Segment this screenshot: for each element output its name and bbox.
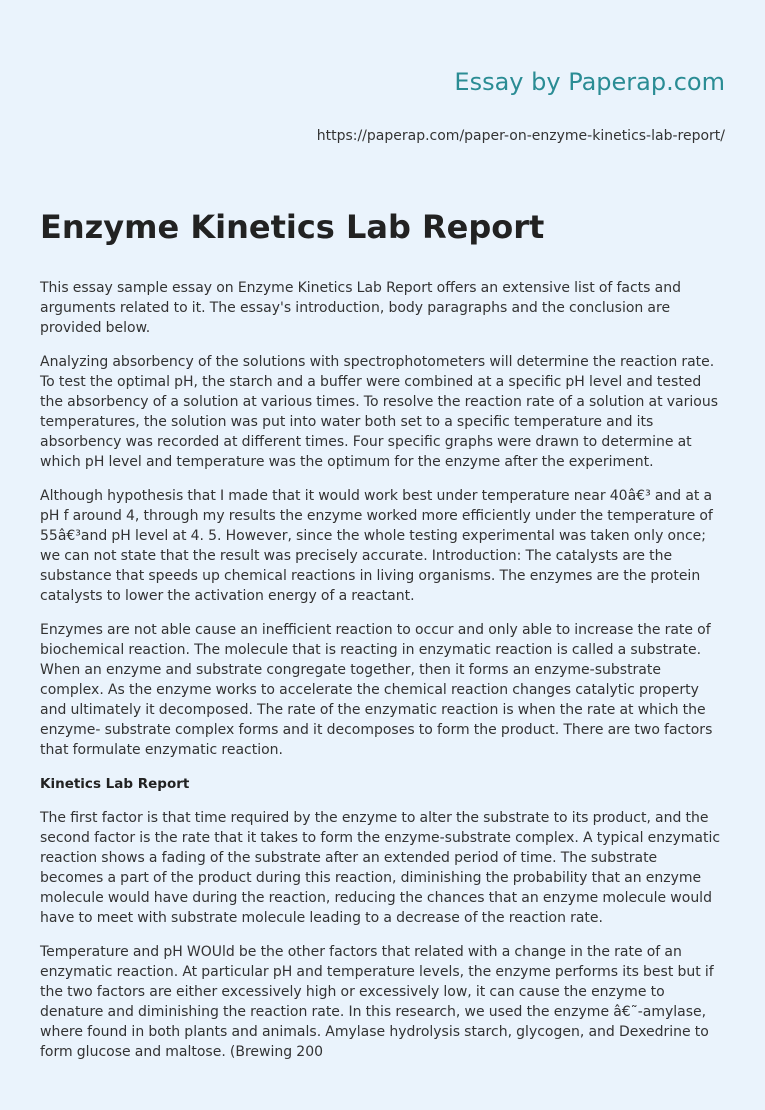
- site-brand[interactable]: Essay by Paperap.com: [454, 68, 725, 96]
- body-paragraph: The first factor is that time required by the enzyme to alter the substrate to its product, and the second factor is the rate that it takes to form the enzyme-substrate complex. A typical enzymatic reaction shows a fading of the substrate after an extended period of time. The substrate becomes a part of the product during this reaction, diminishing the probability that an enzyme molecule would have during the reaction, reducing the chances that an enzyme molecule would have to meet with substrate molecule leading to a decrease of the reaction rate.: [40, 810, 721, 926]
- body-paragraph: Although hypothesis that I made that it would work best under temperature near 40â€³ and at a pH f around 4, through my results the enzyme worked more efficiently under the temperature of 55â€³and pH level at 4. 5. However, since the whole testing experimental was taken only once; we can not state that the result was precisely accurate. Introduction: The catalysts are the substance that speeds up chemical reactions in living organisms. The enzymes are the protein catalysts to lower the activation energy of a reactant.: [40, 488, 713, 604]
- page-title: Enzyme Kinetics Lab Report: [40, 208, 545, 246]
- section-heading: Kinetics Lab Report: [40, 776, 190, 792]
- body-paragraph: Enzymes are not able cause an inefficient reaction to occur and only able to increase the rate of biochemical reaction. The molecule that is reacting in enzymatic reaction is called a substrate. When an enzyme and substrate congregate together, then it forms an enzyme-substrate complex. As the enzyme works to accelerate the chemical reaction changes catalytic property and ultimately it decomposed. The rate of the enzymatic reaction is when the rate at which the enzyme- substrate complex forms and it decomposes to form the product. There are two factors that formulate enzymatic reaction.: [40, 622, 713, 758]
- intro-paragraph: This essay sample essay on Enzyme Kinetics Lab Report offers an extensive list of facts and arguments related to it. The essay's introduction, body paragraphs and the conclusion are provided below.: [40, 280, 681, 336]
- body-paragraph: Temperature and pH WOUld be the other factors that related with a change in the rate of an enzymatic reaction. At particular pH and temperature levels, the enzyme performs its best but if the two factors are either excessively high or excessively low, it can cause the enzyme to denature and diminishing the reaction rate. In this research, we used the enzyme â€˜-amylase, where found in both plants and animals. Amylase hydrolysis starch, glycogen, and Dexedrine to form glucose and maltose. (Brewing 200: [40, 944, 714, 1060]
- article-body: [40, 278, 724, 1076]
- source-url[interactable]: https://paperap.com/paper-on-enzyme-kinetics-lab-report/: [316, 128, 725, 144]
- body-paragraph: Analyzing absorbency of the solutions with spectrophotometers will determine the reaction rate. To test the optimal pH, the starch and a buffer were combined at a specific pH level and tested the absorbency of a solution at various times. To resolve the reaction rate of a solution at various temperatures, the solution was put into water both set to a specific temperature and its absorbency was recorded at different times. Four specific graphs were drawn to determine at which pH level and temperature was the optimum for the enzyme after the experiment.: [40, 354, 719, 470]
